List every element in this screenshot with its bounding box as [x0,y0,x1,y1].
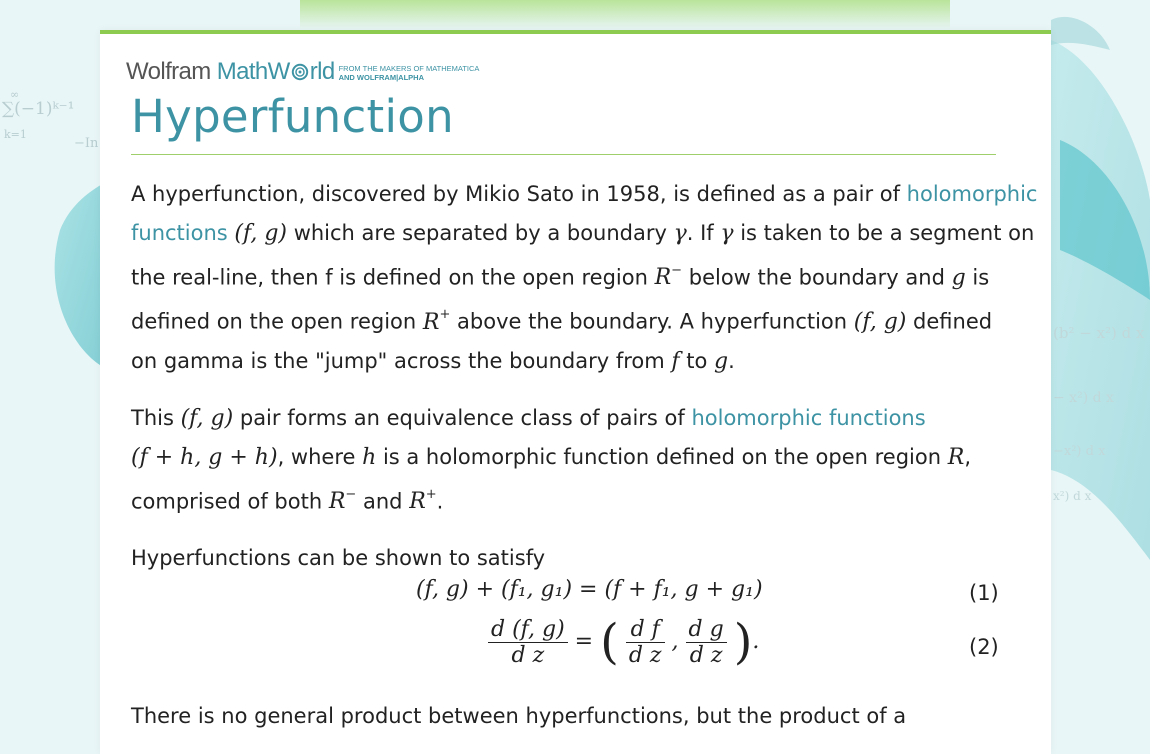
bg-formula-k1: k=1 [4,128,27,141]
equation-2-number: (2) [969,635,999,659]
eq2-lhs-den: d z [511,642,545,668]
article-content [131,175,1038,596]
p2-text: is a holomorphic function defined on the open region [376,444,948,469]
p1-text: . If [686,221,721,245]
superscript-plus: + [439,307,451,323]
math-g: g [714,348,729,374]
math-g: g [951,265,966,291]
bg-formula-inf: ∞ [10,88,20,101]
brand-mathworld-pre: MathW [216,58,290,85]
paragraph-1 [131,175,1038,381]
math-r-minus [655,265,682,290]
eq2-lhs-fraction [488,617,568,668]
globe-icon [291,63,309,81]
title-divider [131,154,996,155]
p1-line-5 [131,342,1011,381]
eq2-r1-den: d z [628,642,662,668]
superscript-plus: + [425,486,437,502]
p1-line-2 [131,214,1035,253]
p1-text: which are separated by a boundary [287,221,674,245]
math-gamma: γ [720,221,734,246]
eq2-lhs-num: d (f, g) [488,617,568,643]
math-r-plus [409,486,437,514]
link-holomorphic-functions[interactable]: holomorphic functions [691,405,926,430]
eq2-r2-num: d g [686,617,727,643]
p1-text: is taken to be a segment on [733,221,1035,245]
math-r-minus [328,486,357,514]
p2-line-2 [131,438,1011,477]
p2-text: This [131,405,181,430]
math-r: R [422,309,440,335]
eq2-r1-num: d f [626,617,665,643]
p2-text: and [356,488,410,513]
p1-text: the real-line, then f is defined on the open region [131,265,655,290]
bg-formula-sum: ∑(−1)ᵏ⁻¹ [2,99,75,119]
p2-line-3 [131,477,1011,521]
math-r-plus [422,307,451,335]
p2-text: . [436,488,444,513]
paragraph-4: There is no general product between hyperfunctions, but the product of a [131,704,907,728]
math-fg: (f, g) [180,405,234,431]
math-r: R [654,265,672,291]
p1-line-3 [131,253,1011,297]
math-r: R [947,444,965,470]
eq2-r2-den: d z [689,642,723,668]
bg-formula-dx4: x²) d x [1053,489,1092,503]
math-r: R [409,488,426,514]
brand-mathworld [217,58,335,86]
math-fg: (f, g) [234,221,288,246]
p2-text: pair forms an equivalence class of pairs of [233,405,692,430]
bg-formula-dx3: −x²) d x [1053,444,1106,459]
math-fg: (f, g) [853,309,907,335]
p1-text: below the boundary and [682,265,952,290]
brand-wolfram: Wolfram [126,58,211,85]
p1-text: . [728,348,735,373]
equation-1-number: (1) [969,581,999,605]
p1-text: to [679,348,715,373]
math-r: R [328,488,346,514]
article-card [100,30,1051,754]
superscript-minus: − [671,263,683,278]
page-title: Hyperfunction [131,90,454,143]
p2-text: , where [277,444,363,469]
p2-text: , [964,444,971,469]
eq2-dot: . [752,629,760,654]
math-h: h [362,444,377,470]
brand-tagline-1: FROM THE MAKERS OF MATHEMATICA [338,64,480,73]
brand-tagline [339,64,480,82]
bg-formula-dx1: (b² − x²) d x [1053,324,1145,342]
eq2-paren-open: ( [600,614,619,670]
wolfram-mathworld-logo[interactable] [126,58,479,86]
link-holomorphic[interactable]: holomorphic [906,182,1038,206]
eq2-r1-fraction [626,617,665,668]
p1-text: above the boundary. A hyperfunction [450,309,854,334]
p1-text: defined [906,309,993,334]
paragraph-2 [131,399,1011,521]
p2-line-1 [131,399,1011,438]
bg-formula-dx2: − x²) d x [1053,390,1114,406]
brand-mathworld-post: rld [309,58,335,85]
math-gamma: γ [673,221,687,246]
p1-text: A hyperfunction, discovered by Mikio Sato in 1958, is defined as a pair of [131,182,907,206]
eq2-comma: , [671,629,679,654]
p3-line-1: Hyperfunctions can be shown to satisfy [131,545,546,570]
link-functions[interactable]: functions [131,221,228,245]
math-pair: (f + h, g + h) [131,444,278,470]
bg-formula-ln: −In [74,136,99,151]
p1-text: defined on the open region [131,309,423,334]
superscript-minus: − [345,486,357,502]
paragraph-3 [131,539,1011,578]
p1-line-4 [131,297,1011,341]
brand-tagline-2: AND WOLFRAM|ALPHA [338,73,425,82]
p1-text: is [965,265,990,290]
p1-line-1 [131,175,1038,214]
eq2-r2-fraction [686,617,727,668]
p2-text: comprised of both [131,488,329,513]
eq2-paren-close: ) [733,614,753,670]
eq2-equals: = [574,629,594,654]
math-f: f [671,348,680,374]
equation-1: (f, g) + (f₁, g₁) = (f + f₁, g + g₁) [416,577,763,602]
equation-2 [488,614,759,670]
p1-text: on gamma is the "jump" across the boundary from [131,348,672,373]
